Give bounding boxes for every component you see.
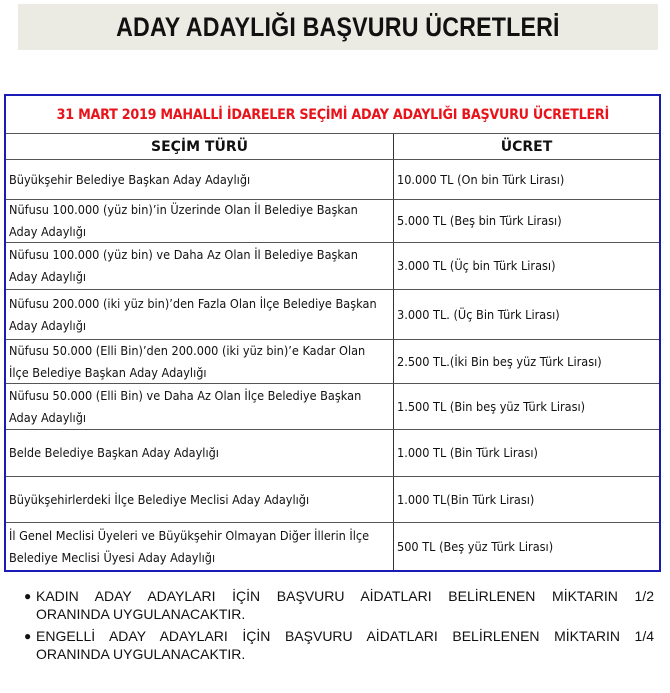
election-type-cell [6, 430, 394, 476]
election-type-line: Belediye Meclisi Üyesi Aday Adaylığı [9, 549, 216, 565]
election-type-line: Nüfusu 50.000 (Elli Bin)’den 200.000 (iki yüz bin)’e Kadar Olan [9, 342, 366, 358]
table-row [6, 523, 659, 570]
header-election-type: SEÇİM TÜRÜ [6, 134, 394, 159]
table-header-row [6, 134, 659, 160]
election-type-cell [6, 340, 394, 383]
fee-value: 1.000 TL (Bin Türk Lirası) [397, 445, 538, 460]
fee-value: 500 TL (Beş yüz Türk Lirası) [397, 538, 554, 554]
table-row [6, 290, 659, 340]
election-type-line: Büyükşehirlerdeki İlçe Belediye Meclisi Aday Adaylığı [9, 491, 310, 507]
election-type-line: Aday Adaylığı [9, 409, 87, 425]
fee-cell [394, 384, 659, 429]
bullet-icon: ● [24, 589, 32, 603]
fee-value: 10.000 TL (On bin Türk Lirası) [397, 171, 565, 187]
election-type-line: İlçe Belediye Başkan Aday Adaylığı [9, 364, 207, 380]
fee-value: 3.000 TL. (Üç Bin Türk Lirası) [397, 306, 560, 322]
fee-value: 1.500 TL (Bin beş yüz Türk Lirası) [397, 398, 586, 414]
election-type-line: Aday Adaylığı [9, 224, 87, 239]
election-type-line: Nüfusu 200.000 (iki yüz bin)’den Fazla Olan İlçe Belediye Başkan [9, 295, 377, 311]
election-type-line: Aday Adaylığı [9, 269, 87, 284]
election-type-line: İl Genel Meclisi Üyeleri ve Büyükşehir Olmayan Diğer İllerin İlçe [9, 527, 370, 543]
election-type-cell [6, 160, 394, 199]
note-item [24, 627, 654, 663]
fee-value: 5.000 TL (Beş bin Türk Lirası) [397, 213, 562, 228]
fee-cell [394, 200, 659, 242]
election-type-line: Nüfusu 100.000 (yüz bin) ve Daha Az Olan İl Belediye Başkan [9, 247, 358, 262]
election-type-cell [6, 200, 394, 242]
election-type-cell [6, 384, 394, 429]
note-line: KADIN ADAY ADAYLARI İÇİN BAŞVURU AİDATLARI BELİRLENEN MİKTARIN 1/2 [36, 588, 654, 604]
fee-cell [394, 243, 659, 289]
table-title: 31 MART 2019 MAHALLİ İDARELER SEÇİMİ ADAY ADAYLIĞI BAŞVURU ÜCRETLERİ [6, 96, 659, 134]
bullet-icon: ● [24, 629, 32, 643]
table-row [6, 160, 659, 200]
table-row [6, 384, 659, 430]
note-item [24, 587, 654, 623]
fee-cell [394, 290, 659, 339]
election-type-cell [6, 523, 394, 570]
table-row [6, 340, 659, 384]
fee-cell [394, 523, 659, 570]
fee-cell [394, 340, 659, 383]
fee-cell [394, 160, 659, 199]
election-type-line: Belde Belediye Başkan Aday Adaylığı [9, 445, 219, 460]
fee-table [4, 94, 661, 572]
fee-cell [394, 430, 659, 476]
note-line: ENGELLİ ADAY ADAYLARI İÇİN BAŞVURU AİDATLARI BELİRLENEN MİKTARIN 1/4 [36, 628, 654, 644]
table-row [6, 430, 659, 477]
note-line: ORANINDA UYGULANACAKTIR. [36, 646, 246, 662]
table-row [6, 477, 659, 523]
election-type-cell [6, 243, 394, 289]
note-line: ORANINDA UYGULANACAKTIR. [36, 606, 246, 622]
fee-value: 2.500 TL.(İki Bin beş yüz Türk Lirası) [397, 353, 602, 369]
fee-value: 1.000 TL(Bin Türk Lirası) [397, 491, 535, 507]
fee-cell [394, 477, 659, 522]
table-row [6, 200, 659, 243]
header-fee: ÜCRET [500, 138, 553, 155]
election-type-cell [6, 290, 394, 339]
notes-list [24, 587, 654, 667]
election-type-line: Büyükşehir Belediye Başkan Aday Adaylığı [9, 171, 251, 187]
fee-value: 3.000 TL (Üç bin Türk Lirası) [397, 258, 556, 273]
table-row [6, 243, 659, 290]
page-title: ADAY ADAYLIĞI BAŞVURU ÜCRETLERİ [116, 11, 560, 42]
election-type-line: Aday Adaylığı [9, 317, 87, 333]
election-type-cell [6, 477, 394, 522]
election-type-line: Nüfusu 100.000 (yüz bin)’in Üzerinde Olan İl Belediye Başkan [9, 202, 358, 217]
election-type-line: Nüfusu 50.000 (Elli Bin) ve Daha Az Olan İlçe Belediye Başkan [9, 387, 362, 403]
page-title-banner [18, 4, 658, 50]
